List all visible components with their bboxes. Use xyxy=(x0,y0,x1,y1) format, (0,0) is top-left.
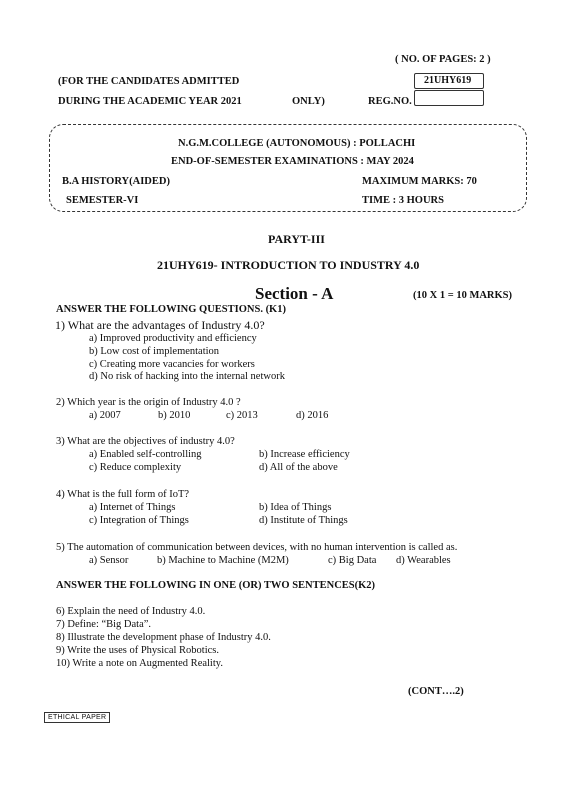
course-code-box xyxy=(414,73,484,89)
section-title: Section - A xyxy=(255,284,334,303)
question-4-option-d: d) Institute of Things xyxy=(259,515,348,526)
question-5-option-a: a) Sensor xyxy=(89,555,129,566)
question-2: 2) Which year is the origin of Industry 4.0 ? xyxy=(56,397,241,408)
question-9: 9) Write the uses of Physical Robotics. xyxy=(56,645,219,656)
ethical-paper-stamp: ETHICAL PAPER xyxy=(44,712,110,723)
question-4-option-b: b) Idea of Things xyxy=(259,502,332,513)
question-1-option-b: b) Low cost of implementation xyxy=(89,346,220,357)
question-4-option-a: a) Internet of Things xyxy=(89,502,176,513)
exam-name: END-OF-SEMESTER EXAMINATIONS : MAY 2024 xyxy=(171,156,414,167)
exam-time: TIME : 3 HOURS xyxy=(362,195,444,206)
question-5-option-c: c) Big Data xyxy=(328,555,377,566)
college-name: N.G.M.COLLEGE (AUTONOMOUS) : POLLACHI xyxy=(178,138,416,149)
question-4-option-c: c) Integration of Things xyxy=(89,515,189,526)
question-5-option-b: b) Machine to Machine (M2M) xyxy=(157,555,289,566)
question-7: 7) Define: “Big Data”. xyxy=(56,619,152,630)
reg-no-label: REG.NO. xyxy=(368,96,412,107)
question-5-option-d: d) Wearables xyxy=(396,555,451,566)
question-4: 4) What is the full form of IoT? xyxy=(56,489,190,500)
question-10: 10) Write a note on Augmented Reality. xyxy=(56,658,223,669)
question-1-option-a: a) Improved productivity and efficiency xyxy=(89,333,257,344)
paper-title: 21UHY619- INTRODUCTION TO INDUSTRY 4.0 xyxy=(157,258,420,272)
question-3-option-a: a) Enabled self-controlling xyxy=(89,449,202,460)
question-3-option-c: c) Reduce complexity xyxy=(89,462,182,473)
question-3-option-b: b) Increase efficiency xyxy=(259,449,350,460)
only-label: ONLY) xyxy=(292,96,325,107)
continued-label: (CONT….2) xyxy=(408,686,464,697)
question-8: 8) Illustrate the development phase of Industry 4.0. xyxy=(56,632,271,643)
max-marks: MAXIMUM MARKS: 70 xyxy=(362,176,477,187)
course-code: 21UHY619 xyxy=(424,75,472,86)
section-marks: (10 X 1 = 10 MARKS) xyxy=(413,290,513,301)
question-2-option-c: c) 2013 xyxy=(226,410,258,421)
short-answer-instruction: ANSWER THE FOLLOWING IN ONE (OR) TWO SENTENCES(K2) xyxy=(56,580,376,591)
semester: SEMESTER-VI xyxy=(66,195,139,206)
question-1-option-c: c) Creating more vacancies for workers xyxy=(89,359,255,370)
page-count: ( NO. OF PAGES: 2 ) xyxy=(395,54,491,65)
section-a-instruction: ANSWER THE FOLLOWING QUESTIONS. (K1) xyxy=(56,304,286,315)
question-6: 6) Explain the need of Industry 4.0. xyxy=(56,606,206,617)
question-3: 3) What are the objectives of industry 4.0? xyxy=(56,436,235,447)
candidates-line-1: (FOR THE CANDIDATES ADMITTED xyxy=(58,76,240,87)
candidates-line-2: DURING THE ACADEMIC YEAR 2021 xyxy=(58,96,242,107)
program-name: B.A HISTORY(AIDED) xyxy=(62,176,170,187)
question-2-option-d: d) 2016 xyxy=(296,410,329,421)
question-2-option-b: b) 2010 xyxy=(158,410,191,421)
question-1-option-d: d) No risk of hacking into the internal network xyxy=(89,371,285,382)
part-label: PARYT-III xyxy=(268,232,325,246)
question-1: 1) What are the advantages of Industry 4.0? xyxy=(55,318,265,332)
question-2-option-a: a) 2007 xyxy=(89,410,121,421)
reg-no-field[interactable] xyxy=(414,90,484,106)
question-3-option-d: d) All of the above xyxy=(259,462,338,473)
question-5: 5) The automation of communication between devices, with no human intervention is called as. xyxy=(56,542,458,553)
